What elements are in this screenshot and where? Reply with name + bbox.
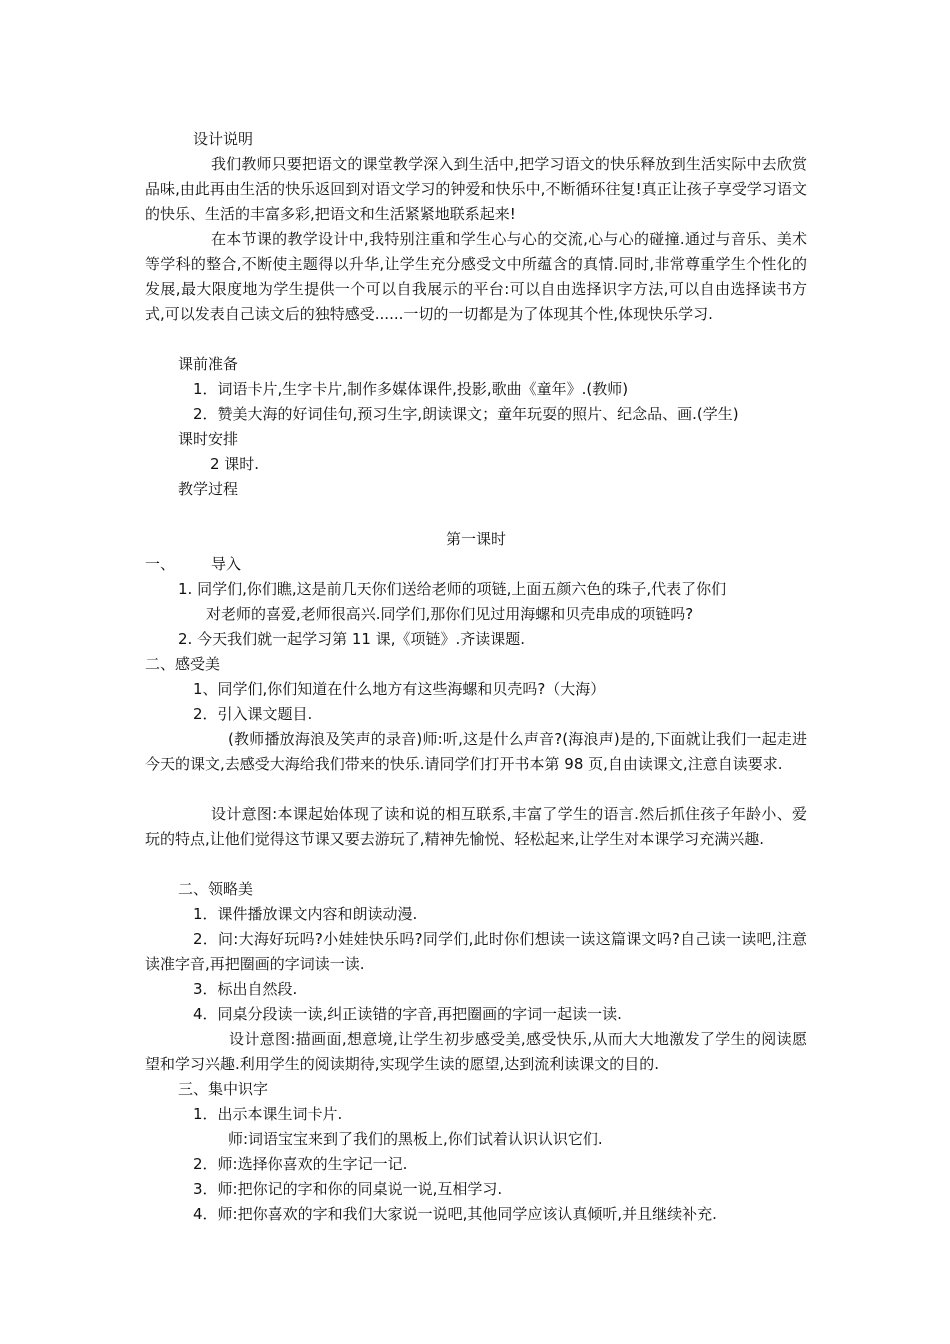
process-heading: 教学过程	[178, 480, 239, 498]
section-2-item-2: 2．引入课文题目.	[193, 705, 313, 723]
section-2-design-intent: 设计意图:本课起始体现了读和说的相互联系,丰富了学生的语言.然后抓住孩子年龄小、爱玩的特点,让他们觉得这节课又要去游玩了,精神先愉悦、轻松起来,让学生对本课学习充满兴趣.	[145, 805, 807, 848]
schedule-value: 2 课时.	[210, 455, 260, 473]
design-note-heading: 设计说明	[193, 130, 254, 148]
section-2-paragraph: (教师播放海浪及笑声的录音)师:听,这是什么声音?(海浪声)是的,下面就让我们一起走进今天的课文,去感受大海给我们带来的快乐.请同学们打开书本第 98 页,自由读课文,注意自读要求.	[145, 730, 807, 773]
section-4-item-4: 4．师:把你喜欢的字和我们大家说一说吧,其他同学应该认真倾听,并且继续补充.	[193, 1205, 717, 1223]
section-1-title: 导入	[211, 555, 242, 573]
section-4-item-3: 3．师:把你记的字和你的同桌说一说,互相学习.	[193, 1180, 503, 1198]
section-1-item-1-line-1: 1. 同学们,你们瞧,这是前几天你们送给老师的项链,上面五颜六色的珠子,代表了你们	[178, 580, 727, 598]
lesson-title: 第一课时	[445, 530, 506, 548]
section-3-item-2: 2．问:大海好玩吗?小娃娃快乐吗?同学们,此时你们想读一读这篇课文吗?自己读一读吧,注意读准字音,再把圈画的字词读一读.	[145, 930, 807, 973]
section-4-item-1: 1．出示本课生词卡片.	[193, 1105, 343, 1123]
section-3-design-intent: 设计意图:描画面,想意境,让学生初步感受美,感受快乐,从而大大地激发了学生的阅读愿望和学习兴趣.利用学生的阅读期待,实现学生读的愿望,达到流利读课文的目的.	[145, 1030, 807, 1073]
section-3-item-4: 4．同桌分段读一读,纠正读错的字音,再把圈画的字词一起读一读.	[193, 1005, 622, 1023]
design-note-paragraph-2: 在本节课的教学设计中,我特别注重和学生心与心的交流,心与心的碰撞.通过与音乐、美术等学科的整合,不断使主题得以升华,让学生充分感受文中所蕴含的真情.同时,非常尊重学生个性化的发展,最大限度地为学生提供一个可以自我展示的平台:可以自由选择识字方法,可以自由选择读书方式,可以发表自己读文后的独特感受......一切的一切都是为了体现其个性,体现快乐学习.	[145, 230, 807, 323]
section-3-item-1: 1．课件播放课文内容和朗读动漫.	[193, 905, 418, 923]
preparation-item-1: 1．词语卡片,生字卡片,制作多媒体课件,投影,歌曲《童年》.(教师)	[193, 380, 629, 398]
section-4-item-1-detail: 师:词语宝宝来到了我们的黑板上,你们试着认识认识它们.	[228, 1130, 603, 1148]
section-2-item-1: 1、同学们,你们知道在什么地方有这些海螺和贝壳吗?（大海）	[193, 680, 606, 698]
schedule-heading: 课时安排	[178, 430, 239, 448]
section-3-heading: 二、领略美	[178, 880, 254, 898]
preparation-item-2: 2．赞美大海的好词佳句,预习生字,朗读课文；童年玩耍的照片、纪念品、画.(学生)	[193, 405, 739, 423]
section-1-number: 一、	[145, 555, 176, 573]
section-4-item-2: 2．师:选择你喜欢的生字记一记.	[193, 1155, 408, 1173]
section-2-heading: 二、感受美	[145, 655, 221, 673]
preparation-heading: 课前准备	[178, 355, 239, 373]
section-4-heading: 三、集中识字	[178, 1080, 269, 1098]
section-1-item-1-line-2: 对老师的喜爱,老师很高兴.同学们,那你们见过用海螺和贝壳串成的项链吗?	[206, 605, 694, 623]
section-3-item-3: 3．标出自然段.	[193, 980, 298, 998]
section-1-item-2: 2. 今天我们就一起学习第 11 课,《项链》.齐读课题.	[178, 630, 526, 648]
design-note-paragraph-1: 我们教师只要把语文的课堂教学深入到生活中,把学习语文的快乐释放到生活实际中去欣赏品味,由此再由生活的快乐返回到对语文学习的钟爱和快乐中,不断循环往复!真正让孩子享受学习语文的快乐、生活的丰富多彩,把语文和生活紧紧地联系起来!	[145, 155, 807, 223]
